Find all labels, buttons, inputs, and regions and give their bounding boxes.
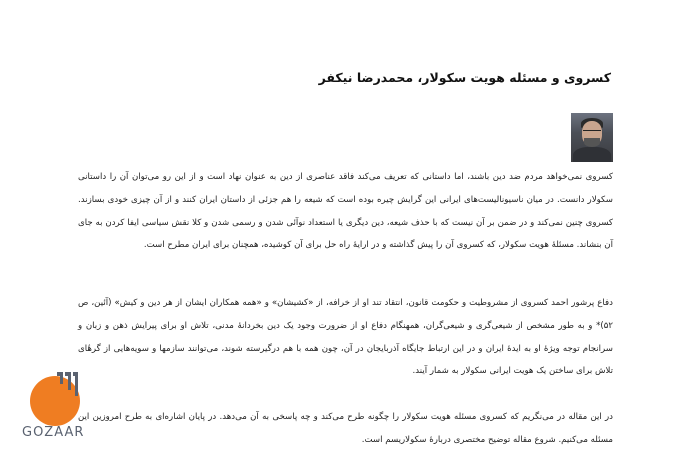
author-beard-shape <box>584 138 600 147</box>
author-photo <box>571 113 613 162</box>
article-paragraph-3: در این مقاله در می‌نگریم که کسروی مسئله هویت سکولار را چگونه طرح می‌کند و چه پاسخی به آن می‌دهد. در پایان اشاره‌ای به طرح امروزین این مسئله می‌کنیم. شروع مقاله توضیح مختصری دربارهٔ سکولاریسم است. <box>78 412 613 445</box>
gozaar-logo[interactable] <box>18 370 98 450</box>
article-paragraph-2: دفاع پرشور احمد کسروی از مشروطیت و حکومت قانون، انتقاد تند او از خرافه، از «کشیشان» و «همه همکاران ایشان از هر دین و کیش» (آئین، ص ۵۲)* و به طور مشخص از شیعی‌گری و شیعی‌گران، همهنگام دفاع او از ضرورت وجود یک دین بخردانهٔ مدنی، تلاش او برای پیرایش ذهن و زبان و سرانجام توجه ویژهٔ او به ایدهٔ ایران و در این ارتباط جایگاه آذربایجان در آن، چون همه با هم درگیرسته شوند، می‌توانند سازمها و سویه‌هایی از گرهٔای تلاش برای ساختن یک هویت ایرانی سکولار به شمار آیند. <box>78 298 613 377</box>
author-body-shape <box>573 147 611 162</box>
article-title: کسروی و مسئله هویت سکولار، محمدرضا نیکفر <box>318 70 611 85</box>
article-paragraph-1: کسروی نمی‌خواهد مردم ضد دین باشند، اما داستانی که تعریف می‌کند فاقد عناصری از دین به عنوان نهاد است و از این رو می‌توان آن را داستانی سکولار دانست. در میان ناسیونالیست‌های ایرانی این گرایش چیره بوده است که شیعه را هم جزئی از داستان ایران کنند و از آن چیزی خودی بسازند. کسروی چنین نمی‌کند و در ضمن بر آن نیست که با حذف شیعه، دین دیگری یا استعداد نوآئی شدن و رسمی شدن و کلا نقش سیاسی ایفا کردن به جای آن بنشاند. مسئلهٔ هویت سکولار، که کسروی آن را پیش گذاشته و در ارایهٔ راه حل برای آن کوشیده، همچنان برای ایران مطرح است. <box>78 172 613 251</box>
author-glasses-shape <box>583 130 601 135</box>
logo-mark-icon <box>54 370 80 400</box>
logo-wordmark: GOZAAR <box>22 425 85 440</box>
